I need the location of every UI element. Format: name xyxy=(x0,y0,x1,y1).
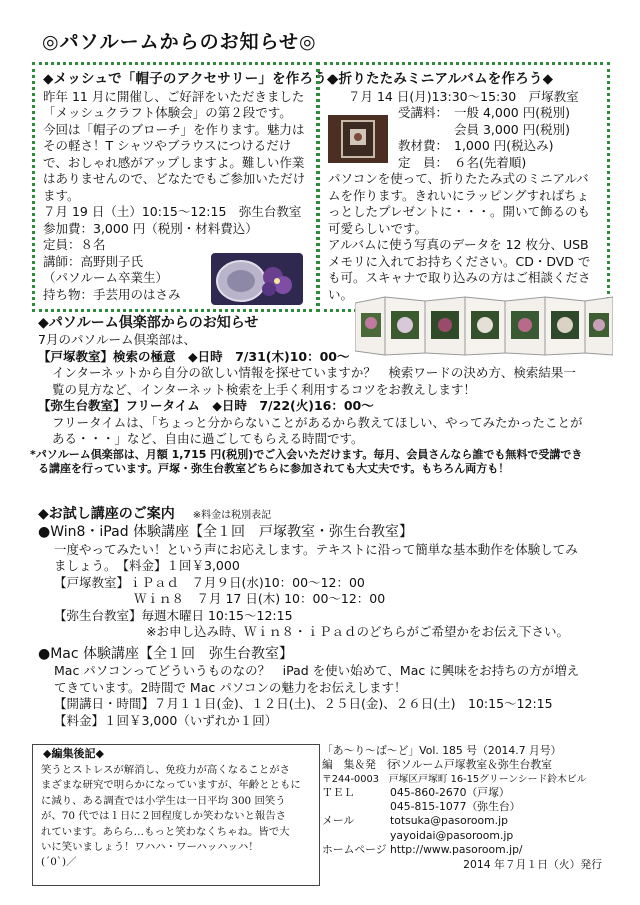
text-line: パソコンを使って、折りたたみ式のミニアルバ xyxy=(328,171,589,187)
tel-row: ＴＥＬ 045-860-2670（戸塚） xyxy=(322,785,510,799)
postal-address: 〒244-0003 戸塚区戸塚町 16-15グリーンシード鈴木ビル xyxy=(322,773,587,785)
trial-header-note: ※料金は税別表記 xyxy=(192,510,272,521)
text-line: い。 xyxy=(328,286,354,302)
mac-fee: 【料金】１回￥3,000（いずれか１回） xyxy=(54,712,278,728)
album-fee-row: 定 員： ６名(先着順) xyxy=(398,154,527,170)
text-line: はありませんので、どなたでもご参加いただけ xyxy=(43,171,306,187)
mesh-instructor-note: （パソルーム卒業生） xyxy=(43,270,169,286)
club-intro: 7月のパソルーム倶楽部は、 xyxy=(38,332,196,348)
text-line: も可。スキャナで取り込みの方はご相談くださ xyxy=(328,270,591,286)
album-workshop-header: ◆折りたたみミニアルバムを作ろう◆ xyxy=(328,71,554,87)
text-line: ます。 xyxy=(43,187,80,203)
text-line: ましょう。 【料金】１回￥3,000 xyxy=(54,558,240,574)
club-header: ◆パソルーム倶楽部からのお知らせ xyxy=(38,315,259,331)
text-line: いに笑いましょう！ワハハ・ワーハッハッハ！ xyxy=(41,840,259,853)
club-yayoi-title: 【弥生台教室】フリータイム ◆日時 7/22(火)16：00～ xyxy=(38,398,374,414)
text-line: メモリに入れてお持ちください。CD・DVD で xyxy=(328,253,591,269)
web-row: ホームページ http://www.pasoroom.jp/ xyxy=(322,843,523,857)
tel-row: 045-815-1077（弥生台） xyxy=(390,800,521,814)
page-title: ◎パソルームからのお知らせ◎ xyxy=(42,31,317,53)
editor-note-box xyxy=(32,744,320,886)
trial-section xyxy=(38,505,628,729)
publisher-row: 編 集＆発 行 パソルーム戸塚教室＆弥生台教室 xyxy=(322,758,552,772)
album-date: ７月 14 日(月)13:30～15:30 戸塚教室 xyxy=(348,88,579,104)
text-line: 一度やってみたい！という声にお応えします。テキストに沿って簡単な基本動作を体験してみ xyxy=(54,541,578,557)
mail-row xyxy=(322,829,612,843)
album-fee-row: 会員 3,000 円(税別) xyxy=(454,121,570,137)
win-totsuka-win8: Ｗｉｎ８ ７月 17 日(木) 10：00～12：00 xyxy=(134,591,386,607)
club-totsuka-title: 【戸塚教室】検索の極意 ◆日時 7/31(木)10：00～ xyxy=(38,348,350,364)
text-line: ムを作ります。きれいにラッピングすればちょ xyxy=(328,187,590,203)
text-line: 昨年 11 月に開催し、ご好評をいただきました xyxy=(43,88,305,104)
album-package-photo xyxy=(328,115,388,163)
text-line: 覧の見方など、インターネット検索を上手く利用するコツをお教えします！ xyxy=(52,381,476,397)
mail-link-totsuka[interactable]: totsuka@pasoroom.jp xyxy=(390,814,508,828)
issue-line: 「あ～り～ば～ど」Vol. 185 号（2014.7 月号） xyxy=(322,744,562,757)
brooch-photo xyxy=(211,253,303,305)
mesh-capacity: 定員：８名 xyxy=(43,237,106,253)
club-note: る講座を行っています。戸塚・弥生台教室どちらに参加されても大丈夫です。もちろん両方も！ xyxy=(38,462,510,476)
album-workshop-box xyxy=(317,62,610,312)
text-line: で、おしゃれ感がアップしますよ。難しい作業 xyxy=(43,154,305,170)
mail-row: メール totsuka@pasoroom.jp xyxy=(322,814,508,828)
album-fee-row: 受講料： 一般 4,000 円(税別) xyxy=(398,105,570,121)
win-totsuka-ipad: 【戸塚教室】ｉＰａｄ ７月９日(水)10：00～12：00 xyxy=(54,574,365,590)
text-line: Mac パソコンってどういうものなの？ iPad を使い始めて、Mac に興味をお持ちの方が増え xyxy=(54,663,580,679)
mesh-date: ７月 19 日（土）10:15～12:15 弥生台教室 xyxy=(43,204,302,220)
text-line: ある・・・」など、自由に過ごしてもらえる時間です。 xyxy=(52,431,364,447)
text-line: まざまな研究で明らかになっていますが、年齢とともに xyxy=(41,779,301,792)
text-line: 可愛らしいです。 xyxy=(328,220,428,236)
text-line: (´0`)／ xyxy=(41,856,77,869)
mesh-instructor: 講師：高野則子氏 xyxy=(43,253,144,269)
text-line: っとしたプレゼントに・・・。開いて飾るのも xyxy=(328,204,591,220)
text-line: その軽さ！T シャツやブラウスにつけるだけ xyxy=(43,138,292,154)
trial-header: ◆お試し講座のご案内 xyxy=(38,506,175,522)
text-line: てきています。2時間で Mac パソコンの魅力をお伝えします！ xyxy=(54,679,407,695)
win-yayoi: 【弥生台教室】毎週木曜日 10:15～12:15 xyxy=(54,607,293,623)
publish-date: 2014 年７月１日（火）発行 xyxy=(463,857,602,871)
mac-course-title: ●Mac 体験講座【全１回 弥生台教室】 xyxy=(38,645,294,662)
text-line: インターネットから自分の欲しい情報を探せていますか？ 検索ワードの決め方、検索結果一 xyxy=(52,365,576,381)
editor-header: ◆編集後記◆ xyxy=(43,747,104,760)
publication-info xyxy=(322,744,612,872)
album-fee-row: 教材費： 1,000 円(税込み) xyxy=(398,138,554,154)
mac-dates: 【開講日・時間】７月１１日(金)、１２日(土)、２５日(金)、２６日(土) 10:15～12:15 xyxy=(54,696,553,712)
win-note: ※お申し込み時、Ｗｉｎ８・ｉＰａｄのどちらがご希望かをお伝え下さい。 xyxy=(146,624,569,640)
club-section xyxy=(30,314,628,477)
text-line: が、70 代では１日に２回程度しか笑わないと報告さ xyxy=(41,810,287,823)
text-line: アルバムに使う写真のデータを 12 枚分、USB xyxy=(328,237,589,253)
text-line: に減り、ある調査では小学生は一日平均 300 回笑う xyxy=(41,794,286,807)
mesh-workshop-description xyxy=(43,89,310,205)
mesh-workshop-box xyxy=(32,62,338,312)
editor-text xyxy=(41,763,301,871)
album-description xyxy=(328,171,601,303)
website-link[interactable]: http://www.pasoroom.jp/ xyxy=(390,843,523,857)
mesh-fee: 参加費：3,000 円（税別・材料費込） xyxy=(43,220,258,236)
text-line: れています。あらら…もっと笑わなくちゃね。皆で大 xyxy=(41,825,290,838)
win-course-title: ●Win8・iPad 体験講座【全１回 戸塚教室・弥生台教室】 xyxy=(38,524,414,541)
mail-link-yayoidai[interactable]: yayoidai@pasoroom.jp xyxy=(390,828,514,842)
mesh-workshop-header: ◆メッシュで「帽子のアクセサリー」を作ろう◆ xyxy=(43,71,338,87)
club-note: *パソルーム倶楽部は、月額 1,715 円(税別)でご入会いただけます。毎月、会員さんなら誰でも無料で受講でき xyxy=(30,447,583,461)
text-line: 「メッシュクラフト体験会」の第２段です。 xyxy=(43,105,292,121)
text-line: 今回は「帽子のブローチ」を作ります。魅力は xyxy=(43,121,305,137)
text-line: フリータイムは、「ちょっと分からないことがあるから教えてほしい、やってみたかったことが xyxy=(52,414,583,430)
mesh-bring: 持ち物：手芸用のはさみ xyxy=(43,286,181,302)
text-line: 笑うとストレスが解消し、免疫力が高くなることがさ xyxy=(41,764,291,776)
